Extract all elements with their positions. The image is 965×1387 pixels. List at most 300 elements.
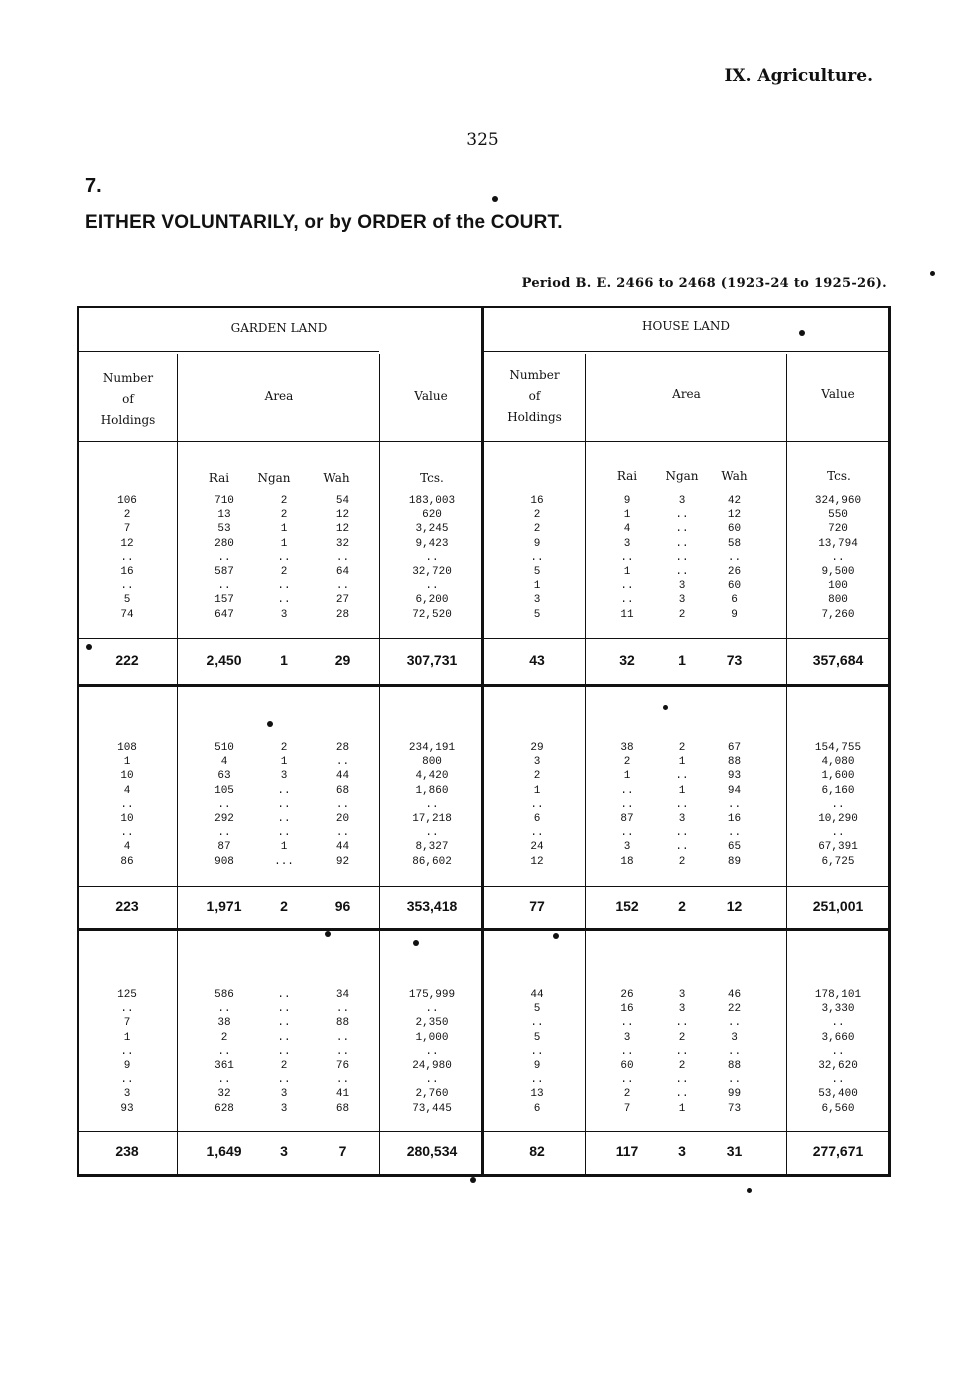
table-cell: .. <box>675 841 689 854</box>
table-cell: 18 <box>620 855 634 868</box>
table-cell: 2 <box>280 509 288 522</box>
header-word: Number <box>102 371 154 385</box>
table-cell: 2 <box>280 495 288 507</box>
table-cell: 550 <box>828 509 848 522</box>
table-cell: 3 <box>280 1102 288 1115</box>
table-cell: 10,290 <box>818 813 858 825</box>
table-cell: 46 <box>727 989 742 1001</box>
total-cell: 3 <box>678 1143 686 1159</box>
table-cell: 1,600 <box>821 770 855 783</box>
table-cell: 7 <box>123 523 131 536</box>
table-cell: 3 <box>280 608 288 621</box>
table-cell: 3 <box>623 537 631 550</box>
table-cell: .. <box>530 1045 544 1058</box>
column-separator <box>786 354 787 1174</box>
table-cell: 89 <box>727 855 742 868</box>
table-cell: 32 <box>217 1088 231 1101</box>
table-cell: 3 <box>731 1031 738 1044</box>
header-word: of <box>122 392 134 406</box>
table-cell: .. <box>217 1045 231 1058</box>
table-cell: .. <box>727 827 742 840</box>
table-cell: .. <box>335 551 350 564</box>
table-cell: .. <box>217 551 231 564</box>
table-cell: .. <box>831 1074 845 1087</box>
table-cell: 100 <box>828 580 848 593</box>
table-cell: 720 <box>828 523 848 536</box>
table-cell: 53,400 <box>818 1088 858 1101</box>
unit-rai: Rai <box>208 471 230 485</box>
table-cell: 4,080 <box>821 756 855 769</box>
table-cell: 3 <box>533 756 541 769</box>
table-cell: 2 <box>678 1060 686 1072</box>
table-cell: .. <box>277 1003 291 1016</box>
table-cell: 157 <box>214 594 234 607</box>
table-cell: 42 <box>727 495 742 507</box>
table-cell: .. <box>120 1045 134 1058</box>
table-cell: .. <box>831 1045 845 1058</box>
table-cell: .. <box>831 1017 845 1030</box>
table-cell: 92 <box>335 855 350 868</box>
table-cell: .. <box>217 580 231 593</box>
table-cell: 647 <box>214 608 234 621</box>
total-cell: 2 <box>678 898 686 914</box>
table-cell: .. <box>727 551 742 564</box>
table-cell: 12 <box>335 523 350 536</box>
table-cell: .. <box>675 798 689 811</box>
table-cell: 280 <box>214 537 234 550</box>
table-cell: 86 <box>120 855 134 868</box>
table-cell: 1 <box>623 509 631 522</box>
table-cell: .. <box>675 1088 689 1101</box>
table-cell: 5 <box>533 1031 541 1044</box>
table-cell: .. <box>675 566 689 578</box>
table-cell: .. <box>675 827 689 840</box>
table-cell: 94 <box>727 784 742 797</box>
table-cell: 16 <box>620 1003 634 1016</box>
table-cell: 4 <box>123 841 131 854</box>
table-cell: 88 <box>727 1060 742 1072</box>
section-title: EITHER VOLUNTARILY, or by ORDER of the COURT. <box>85 212 563 233</box>
table-cell: 54 <box>335 495 350 507</box>
total-cell: 12 <box>726 898 743 914</box>
table-cell: 3 <box>678 1003 686 1016</box>
table-cell: .. <box>620 1045 634 1058</box>
total-cell: 307,731 <box>406 652 458 668</box>
table-cell: .. <box>277 594 291 607</box>
table-cell: 2 <box>220 1031 228 1044</box>
table-cell: 4 <box>123 784 131 797</box>
table-right-border <box>888 306 891 1177</box>
total-cell: 238 <box>115 1143 139 1159</box>
table-cell: .. <box>217 1003 231 1016</box>
total-cell: 1 <box>280 652 288 668</box>
total-cell: 251,001 <box>812 898 864 914</box>
table-cell: 9,423 <box>415 537 449 550</box>
table-cell: 88 <box>727 756 742 769</box>
table-cell: 9 <box>623 495 631 507</box>
table-cell: 1 <box>280 523 288 536</box>
total-cell: 117 <box>615 1143 639 1159</box>
table-cell: .. <box>425 798 439 811</box>
table-cell: .. <box>277 813 291 825</box>
table-cell: .. <box>530 827 544 840</box>
table-cell: 2 <box>533 523 541 536</box>
col-value-garden: Value <box>414 389 448 403</box>
table-cell: 32,620 <box>818 1060 858 1072</box>
total-cell: 96 <box>334 898 351 914</box>
table-cell: .. <box>831 827 845 840</box>
total-cell: 73 <box>726 652 743 668</box>
table-cell: 178,101 <box>814 989 862 1001</box>
table-cell: 361 <box>214 1060 234 1072</box>
total-cell: 277,671 <box>812 1143 864 1159</box>
col-holdings-garden <box>79 368 177 431</box>
house-land-title: HOUSE LAND <box>642 319 730 333</box>
unit-tcs: Tcs. <box>420 471 444 485</box>
table-cell: 7,260 <box>821 608 855 621</box>
table-cell: 16 <box>727 813 742 825</box>
table-cell: .. <box>335 798 350 811</box>
table-cell: 2 <box>678 608 686 621</box>
total-cell: 31 <box>726 1143 743 1159</box>
col-area-garden: Area <box>264 389 294 403</box>
total-cell: 77 <box>529 898 545 914</box>
table-cell: 10 <box>120 813 134 825</box>
table-cell: .. <box>120 580 134 593</box>
table-cell: 20 <box>335 813 350 825</box>
col-holdings-house <box>484 365 585 428</box>
total-cell: 1 <box>678 652 686 668</box>
table-cell: 24 <box>530 841 544 854</box>
table-cell: 7 <box>623 1102 631 1115</box>
table-cell: 4 <box>623 523 631 536</box>
table-cell: 12 <box>120 537 134 550</box>
column-separator <box>379 354 380 1174</box>
table-cell: 44 <box>335 841 350 854</box>
table-cell: .. <box>277 1074 291 1087</box>
table-cell: 34 <box>335 989 350 1001</box>
table-cell: 3 <box>678 989 686 1001</box>
table-cell: .. <box>675 537 689 550</box>
table-cell: .. <box>277 1017 291 1030</box>
table-cell: 908 <box>214 855 234 868</box>
ink-speck <box>799 330 805 336</box>
table-cell: 9,500 <box>821 566 855 578</box>
total-cell: 29 <box>334 652 351 668</box>
table-cell: .. <box>120 1003 134 1016</box>
table-cell: 3 <box>533 594 541 607</box>
table-cell: 9 <box>731 608 738 621</box>
table-cell: .. <box>620 798 634 811</box>
col-value-house: Value <box>821 387 855 401</box>
table-cell: .. <box>675 1017 689 1030</box>
table-cell: 58 <box>727 537 742 550</box>
unit-rai: Rai <box>616 469 638 483</box>
table-cell: 13 <box>217 509 231 522</box>
ink-speck <box>492 196 498 202</box>
block-rule <box>79 684 888 687</box>
table-cell: 10 <box>120 770 134 783</box>
table-cell: .. <box>675 1045 689 1058</box>
table-cell: .. <box>277 989 291 1001</box>
table-cell: 2 <box>280 1060 288 1072</box>
garden-land-title: GARDEN LAND <box>230 321 328 335</box>
period-caption: Period B. E. 2466 to 2468 (1923-24 to 1925-26). <box>521 276 887 291</box>
table-cell: 5 <box>533 566 541 578</box>
table-cell: 234,191 <box>408 742 456 754</box>
table-cell: 87 <box>217 841 231 854</box>
table-cell: 6 <box>731 594 738 607</box>
table-cell: 3 <box>280 1088 288 1101</box>
header-rule <box>79 441 888 442</box>
table-cell: 1 <box>678 1102 686 1115</box>
table-cell: 620 <box>422 509 442 522</box>
total-cell: 152 <box>615 898 639 914</box>
table-cell: 587 <box>214 566 234 578</box>
table-cell: 16 <box>530 495 544 507</box>
table-cell: .. <box>335 1045 350 1058</box>
table-cell: .. <box>217 1074 231 1087</box>
table-cell: 68 <box>335 1102 350 1115</box>
ink-speck <box>553 933 559 939</box>
table-cell: 2 <box>623 1088 631 1101</box>
table-cell: 2,350 <box>415 1017 449 1030</box>
table-cell: 73 <box>727 1102 742 1115</box>
total-cell: 357,684 <box>812 652 864 668</box>
table-cell: 3,330 <box>821 1003 855 1016</box>
table-cell: 6,560 <box>821 1102 855 1115</box>
table-cell: 125 <box>117 989 137 1001</box>
table-cell: 1 <box>280 756 288 769</box>
unit-tcs: Tcs. <box>827 469 851 483</box>
table-cell: .. <box>277 1045 291 1058</box>
unit-ngan: Ngan <box>257 471 291 485</box>
table-cell: 12 <box>335 509 350 522</box>
table-cell: 3 <box>678 495 686 507</box>
table-cell: 73,445 <box>412 1102 452 1115</box>
table-cell: 108 <box>117 742 137 754</box>
table-cell: 1,860 <box>415 784 449 797</box>
table-cell: .. <box>831 551 845 564</box>
ink-speck <box>413 940 419 946</box>
table-cell: .. <box>675 770 689 783</box>
table-cell: .. <box>530 798 544 811</box>
table-cell: 1 <box>533 580 541 593</box>
table-cell: 710 <box>214 495 234 507</box>
table-cell: .. <box>335 1031 350 1044</box>
table-cell: 5 <box>123 594 131 607</box>
total-cell: 1,649 <box>206 1143 242 1159</box>
ink-speck <box>267 721 273 727</box>
table-cell: 1 <box>678 756 686 769</box>
table-cell: 154,755 <box>814 742 862 754</box>
table-bottom-border <box>77 1174 891 1177</box>
table-cell: 1 <box>623 770 631 783</box>
table-cell: 3 <box>123 1088 131 1101</box>
table-cell: 68 <box>335 784 350 797</box>
table-cell: 2 <box>533 770 541 783</box>
table-cell: 800 <box>828 594 848 607</box>
table-cell: 324,960 <box>814 495 862 507</box>
table-cell: 510 <box>214 742 234 754</box>
table-cell: ... <box>274 855 294 868</box>
total-cell: 2 <box>280 898 288 914</box>
table-cell: 53 <box>217 523 231 536</box>
table-cell: 2 <box>623 756 631 769</box>
page-number: 325 <box>466 130 499 150</box>
total-rule <box>79 886 888 887</box>
table-cell: .. <box>530 1017 544 1030</box>
table-cell: 44 <box>335 770 350 783</box>
table-cell: .. <box>530 1074 544 1087</box>
table-cell: 28 <box>335 608 350 621</box>
table-cell: .. <box>620 551 634 564</box>
table-cell: 29 <box>530 742 544 754</box>
ink-speck <box>747 1188 752 1193</box>
table-cell: 11 <box>620 608 634 621</box>
table-cell: 1 <box>123 756 131 769</box>
table-cell: 3 <box>280 770 288 783</box>
table-cell: .. <box>620 594 634 607</box>
total-cell: 1,971 <box>206 898 242 914</box>
table-cell: .. <box>335 827 350 840</box>
table-cell: 38 <box>620 742 634 754</box>
table-cell: 3 <box>623 841 631 854</box>
ink-speck <box>325 931 331 937</box>
table-cell: 93 <box>727 770 742 783</box>
table-cell: 38 <box>217 1017 231 1030</box>
table-cell: 65 <box>727 841 742 854</box>
table-top-border <box>77 306 891 308</box>
table-cell: .. <box>675 509 689 522</box>
table-cell: 76 <box>335 1060 350 1072</box>
table-cell: 2,760 <box>415 1088 449 1101</box>
table-cell: 27 <box>335 594 350 607</box>
table-cell: .. <box>120 551 134 564</box>
table-cell: 2 <box>123 509 131 522</box>
table-cell: .. <box>620 1017 634 1030</box>
table-cell: 2 <box>280 566 288 578</box>
table-cell: .. <box>620 784 634 797</box>
table-cell: .. <box>727 798 742 811</box>
table-cell: 2 <box>678 855 686 868</box>
total-cell: 3 <box>280 1143 288 1159</box>
table-cell: .. <box>620 827 634 840</box>
total-rule <box>79 638 888 639</box>
table-cell: 72,520 <box>412 608 452 621</box>
header-rule <box>484 351 888 352</box>
table-cell: 628 <box>214 1102 234 1115</box>
table-cell: 12 <box>727 509 742 522</box>
table-cell: 105 <box>214 784 234 797</box>
table-cell: 67 <box>727 742 742 754</box>
table-cell: 16 <box>120 566 134 578</box>
table-cell: 6,200 <box>415 594 449 607</box>
section-label: IX. Agriculture. <box>724 66 873 86</box>
table-cell: .. <box>620 1074 634 1087</box>
table-cell: 6,725 <box>821 855 855 868</box>
table-cell: .. <box>425 580 439 593</box>
ink-speck <box>930 271 935 276</box>
unit-ngan: Ngan <box>665 469 699 483</box>
header-word: Number <box>509 368 560 382</box>
table-cell: 74 <box>120 608 134 621</box>
table-cell: 6,160 <box>821 784 855 797</box>
table-cell: .. <box>217 827 231 840</box>
table-cell: 1 <box>533 784 541 797</box>
block-rule <box>79 928 888 931</box>
table-cell: .. <box>277 798 291 811</box>
column-separator <box>177 354 178 1174</box>
table-cell: .. <box>335 1003 350 1016</box>
table-cell: 26 <box>620 989 634 1001</box>
table-cell: 60 <box>727 580 742 593</box>
table-cell: 60 <box>727 523 742 536</box>
table-cell: 9 <box>533 537 541 550</box>
total-cell: 43 <box>529 652 545 668</box>
table-cell: 2 <box>678 1031 686 1044</box>
table-cell: 67,391 <box>818 841 858 854</box>
table-cell: 586 <box>214 989 234 1001</box>
table-cell: .. <box>727 1045 742 1058</box>
agriculture-table <box>77 306 891 1178</box>
table-cell: .. <box>277 1031 291 1044</box>
header-word: Holdings <box>100 413 156 427</box>
total-cell: 223 <box>115 898 139 914</box>
header-word: of <box>528 389 541 403</box>
table-cell: 86,602 <box>412 855 452 868</box>
section-divider <box>481 306 484 1177</box>
table-cell: 3 <box>678 594 686 607</box>
table-cell: 9 <box>123 1060 131 1072</box>
ink-speck <box>470 1177 476 1183</box>
table-cell: 106 <box>117 495 137 507</box>
header-word: Holdings <box>507 410 562 424</box>
table-cell: 28 <box>335 742 350 754</box>
table-cell: 3 <box>678 813 686 825</box>
table-cell: 13 <box>530 1088 544 1101</box>
table-cell: .. <box>335 580 350 593</box>
table-cell: 93 <box>120 1102 134 1115</box>
table-cell: 7 <box>123 1017 131 1030</box>
table-cell: 2 <box>533 509 541 522</box>
section-number: 7. <box>85 175 102 197</box>
table-cell: .. <box>425 827 439 840</box>
table-cell: 99 <box>727 1088 742 1101</box>
table-cell: 175,999 <box>408 989 456 1001</box>
total-cell: 280,534 <box>406 1143 458 1159</box>
table-cell: .. <box>120 1074 134 1087</box>
total-cell: 7 <box>338 1143 347 1159</box>
table-cell: 13,794 <box>818 537 858 550</box>
table-cell: .. <box>277 580 291 593</box>
table-cell: 26 <box>727 566 742 578</box>
table-cell: .. <box>425 1003 439 1016</box>
table-cell: 1,000 <box>415 1031 449 1044</box>
table-cell: .. <box>727 1017 742 1030</box>
total-cell: 2,450 <box>206 652 242 668</box>
header-rule <box>79 351 379 352</box>
table-cell: 1 <box>678 784 686 797</box>
table-cell: .. <box>831 798 845 811</box>
col-area-house: Area <box>672 387 701 401</box>
table-cell: .. <box>620 580 634 593</box>
table-cell: 2 <box>678 742 686 754</box>
table-cell: 183,003 <box>408 495 456 507</box>
ink-speck <box>86 644 92 650</box>
table-cell: 1 <box>280 537 288 550</box>
table-cell: .. <box>675 1074 689 1087</box>
